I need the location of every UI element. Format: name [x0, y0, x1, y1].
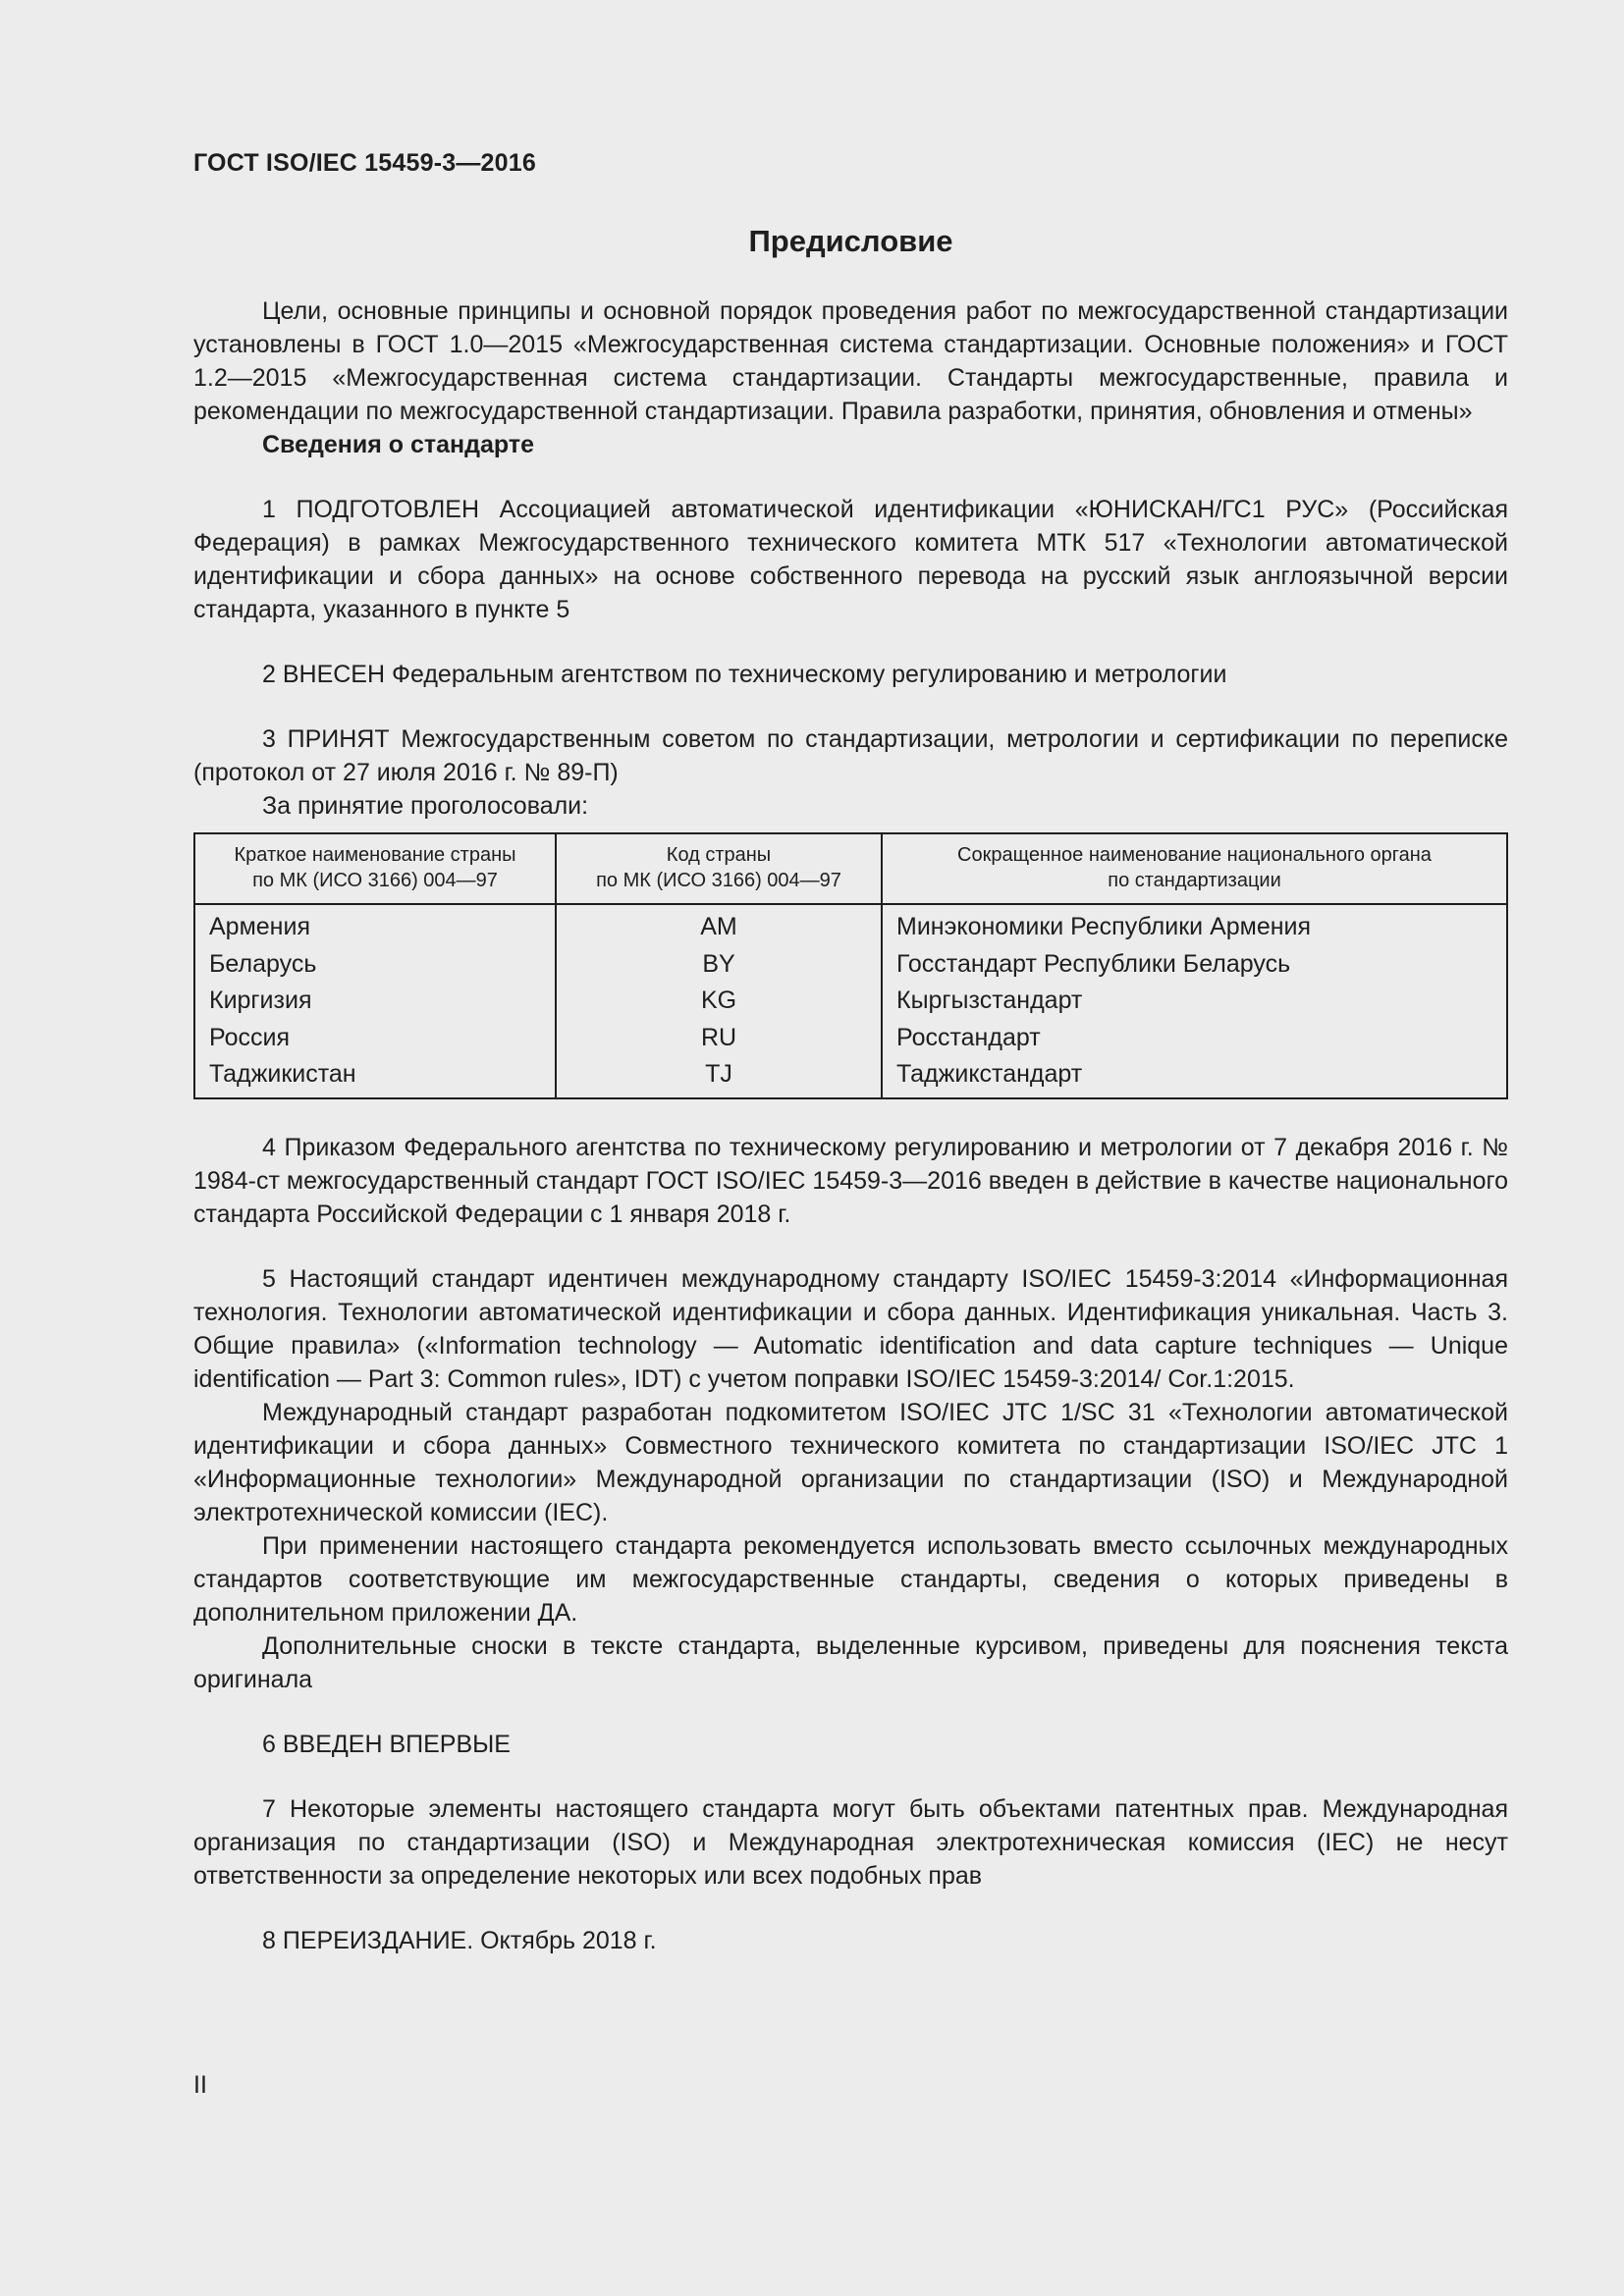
- item-5-international-paragraph: Международный стандарт разработан подкомитетом ISO/IEC JTC 1/SC 31 «Технологии автоматической идентификации и сбора данных» Совместного технического комитета по стандартизации ISO/IEC JTC 1 «Информационные технологии» Международной организации по стандартизации (ISO) и Международной электротехнической комиссии (IEC).: [193, 1398, 1508, 1526]
- item-5-footnotes-paragraph: Дополнительные сноски в тексте стандарта, выделенные курсивом, приведены для пояснения текста оригинала: [193, 1631, 1508, 1693]
- cell-country: Беларусь: [194, 946, 556, 984]
- cell-body: Таджикстандарт: [882, 1056, 1507, 1098]
- header-text: Код страны: [666, 844, 772, 866]
- header-text: Сокращенное наименование национального органа: [957, 844, 1432, 866]
- cell-code: RU: [556, 1020, 882, 1057]
- item-7-paragraph: 7 Некоторые элементы настоящего стандарта могут быть объектами патентных прав. Международная организация по стандартизации (ISO) и Международная электротехническая комиссия (IEC) не несут ответственности за определение некоторых или всех подобных прав: [193, 1794, 1508, 1890]
- cell-body: Росстандарт: [882, 1020, 1507, 1057]
- header-text: по МК (ИСО 3166) 004—97: [596, 870, 841, 891]
- cell-code: BY: [556, 946, 882, 984]
- cell-country: Россия: [194, 1020, 556, 1057]
- table-row: [194, 1056, 1507, 1098]
- document-body: [193, 294, 1508, 1957]
- document-code: ГОСТ ISO/IEC 15459-3—2016: [193, 149, 536, 177]
- table-header-row: [194, 833, 1507, 904]
- intro-paragraph: Цели, основные принципы и основной порядок проведения работ по межгосударственной стандартизации установлены в ГОСТ 1.0—2015 «Межгосударственная система стандартизации. Основные положения» и ГОСТ 1.2—2015 «Межгосударственная система стандартизации. Стандарты межгосударственные, правила и рекомендации по межгосударственной стандартизации. Правила разработки, принятия, обновления и отмены»: [193, 297, 1508, 425]
- table-header-code: [556, 833, 882, 904]
- cell-code: AM: [556, 904, 882, 946]
- voted-label: За принятие проголосовали:: [262, 792, 589, 820]
- cell-country: Таджикистан: [194, 1056, 556, 1098]
- table-header-body: [882, 833, 1507, 904]
- page-title: Предисловие: [748, 224, 953, 258]
- table-row: [194, 946, 1507, 984]
- document-page: [193, 0, 1508, 2296]
- cell-country: Армения: [194, 904, 556, 946]
- cell-country: Киргизия: [194, 983, 556, 1020]
- item-2-paragraph: 2 ВНЕСЕН Федеральным агентством по техническому регулированию и метрологии: [262, 661, 1227, 688]
- table-row: [194, 904, 1507, 946]
- item-4-paragraph: 4 Приказом Федерального агентства по техническому регулированию и метрологии от 7 декабря 2016 г. № 1984-ст межгосударственный стандарт ГОСТ ISO/IEC 15459-3—2016 введен в действие в качестве национального стандарта Российской Федерации с 1 января 2018 г.: [193, 1133, 1508, 1228]
- item-3-paragraph: 3 ПРИНЯТ Межгосударственным советом по стандартизации, метрологии и сертификации по переписке (протокол от 27 июля 2016 г. № 89-П): [193, 725, 1508, 786]
- cell-body: Кыргызстандарт: [882, 983, 1507, 1020]
- item-1-paragraph: 1 ПОДГОТОВЛЕН Ассоциацией автоматической идентификации «ЮНИСКАН/ГС1 РУС» (Российская Федерация) в рамках Межгосударственного технического комитета МТК 517 «Технологии автоматической идентификации и сбора данных» на основе собственного перевода на русский язык англоязычной версии стандарта, указанного в пункте 5: [193, 496, 1508, 623]
- voting-countries-table: [193, 832, 1508, 1099]
- header-text: по МК (ИСО 3166) 004—97: [252, 870, 498, 891]
- cell-code: TJ: [556, 1056, 882, 1098]
- item-5-application-paragraph: При применении настоящего стандарта рекомендуется использовать вместо ссылочных международных стандартов соответствующие им межгосударственные стандарты, сведения о которых приведены в дополнительном приложении ДА.: [193, 1531, 1508, 1627]
- header-text: по стандартизации: [1108, 870, 1281, 891]
- cell-body: Минэкономики Республики Армения: [882, 904, 1507, 946]
- item-5-paragraph: 5 Настоящий стандарт идентичен международному стандарту ISO/IEC 15459-3:2014 «Информационная технология. Технологии автоматической идентификации и сбора данных. Идентификация уникальная. Часть 3. Общие правила» («Information technology — Automatic identification and data capture techniques — Unique identification — Part 3: Common rules», IDT) с учетом поправки ISO/IEC 15459-3:2014/ Cor.1:2015.: [193, 1264, 1508, 1393]
- item-6-paragraph: 6 ВВЕДЕН ВПЕРВЫЕ: [262, 1730, 511, 1758]
- table-header-country: [194, 833, 556, 904]
- cell-body: Госстандарт Республики Беларусь: [882, 946, 1507, 984]
- table-row: [194, 1020, 1507, 1057]
- header-text: Краткое наименование страны: [234, 844, 516, 866]
- table-row: [194, 983, 1507, 1020]
- cell-code: KG: [556, 983, 882, 1020]
- item-8-paragraph: 8 ПЕРЕИЗДАНИЕ. Октябрь 2018 г.: [262, 1926, 657, 1954]
- section-heading: Сведения о стандарте: [262, 431, 535, 458]
- page-number: II: [193, 2071, 207, 2099]
